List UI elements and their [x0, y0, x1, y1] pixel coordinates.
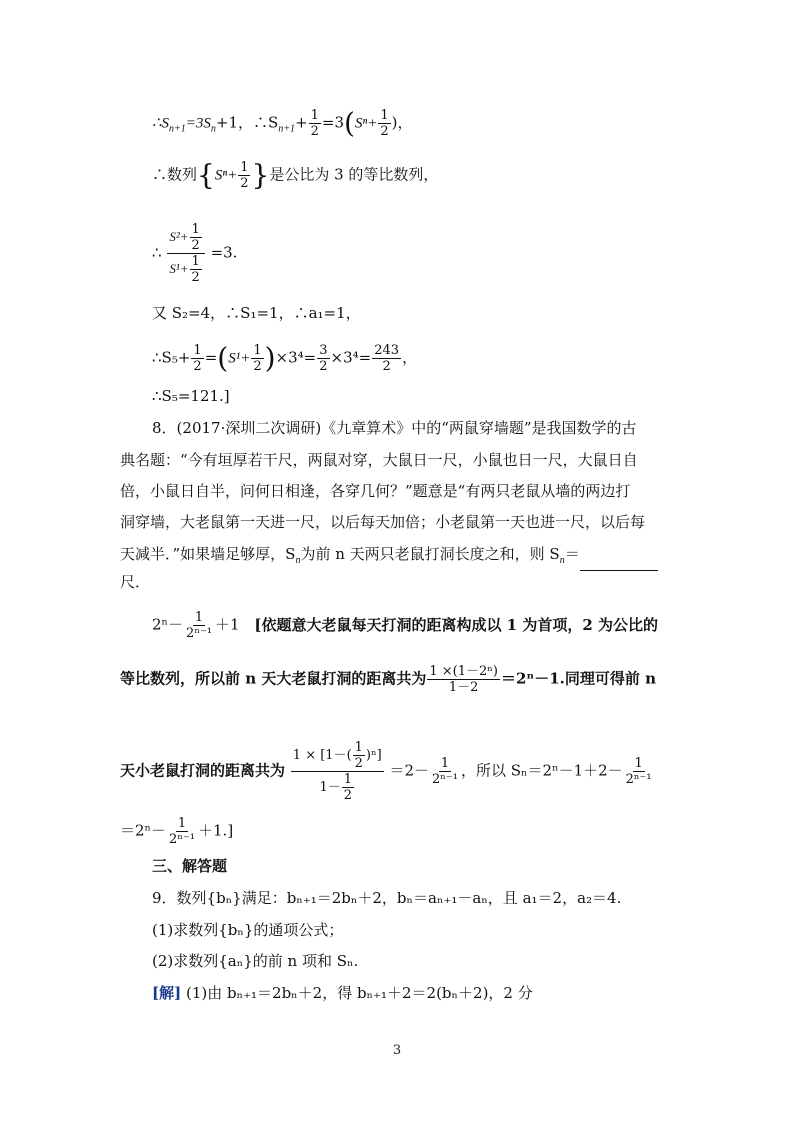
- text-line: 又 S₂=4，∴S₁=1，∴a₁=1，: [152, 304, 361, 322]
- section-heading: 三、解答题: [152, 857, 228, 875]
- answer-blank: [580, 554, 658, 571]
- question-9-line: (2)求数列{aₙ}的前 n 项和 Sₙ.: [152, 952, 359, 970]
- fraction: $\frac{1}{2}$: [310, 108, 319, 139]
- text-line: ∴S₅=121.]: [152, 387, 230, 405]
- question-8-line: 8．(2017·深圳二次调研)《九章算术》中的“两鼠穿墙题”是我国数学的古: [152, 419, 637, 437]
- page-number: 3: [392, 1043, 402, 1058]
- compound-fraction: S²+ $\frac{1}{2}$ S¹+ $\frac{1}{2}$: [167, 222, 204, 285]
- question-9-line: (1)求数列{bₙ}的通项公式；: [152, 921, 344, 939]
- equation-line: ∴ S²+ $\frac{1}{2}$ S¹+ $\frac{1}{2}$ =3.: [152, 222, 238, 285]
- solution-line: [解] (1)由 bₙ₊₁＝2bₙ＋2，得 bₙ₊₁＋2＝2(bₙ＋2)，2 分: [152, 984, 533, 1002]
- equation-line: ∴数列{Sⁿ+ $\frac{1}{2}$ }是公比为 3 的等比数列，: [152, 158, 439, 192]
- equation-line: ∴S₅+ $\frac{1}{2}$ =(S¹+ $\frac{1}{2}$ )×3⁴= $\frac{3}{2}$ ×3⁴= $\frac{243}{2}$ ，: [152, 341, 418, 375]
- answer-8-line: ＝2ⁿ－ $\frac{1}{\text{2ⁿ⁻¹}}$ ＋1.]: [120, 816, 234, 847]
- fraction: $\frac{1}{2}$: [380, 108, 389, 139]
- answer-8-line: 天小老鼠打洞的距离共为 1 × [1－( $\frac{1}{2}$ )ⁿ] 1－ $\frac{1}{2}$ ＝2－ $\frac{1}{\text{2ⁿ⁻¹}}$ ，所以 Sₙ＝2ⁿ－1＋2－ $\frac{1}{\text{2ⁿ⁻¹}}$: [120, 740, 652, 803]
- answer-8-line: 等比数列，所以前 n 天大老鼠打洞的距离共为 $\frac{\text{1 ×(1－2ⁿ)}}{1-2}$ ＝2ⁿ－1.同理可得前 n: [120, 664, 656, 695]
- fraction: $\frac{1}{2}$: [240, 160, 249, 191]
- question-8-line: 洞穿墙，大老鼠第一天进一尺，以后每天加倍；小老鼠第一天也进一尺，以后每: [120, 513, 646, 531]
- answer-8-line: 2ⁿ－ $\frac{1}{\text{2ⁿ⁻¹}}$ ＋1 [依题意大老鼠每天打洞的距离构成以 1 为首项，2 为公比的: [152, 610, 658, 641]
- question-8-line: 天减半．”如果墙足够厚，$S_n$为前 n 天两只老鼠打洞长度之和，则 $S_n=$: [120, 544, 658, 571]
- solution-tag: [解]: [152, 984, 182, 1002]
- question-8-line: 尺．: [120, 573, 151, 591]
- equation-line: $\therefore S_{n+1}=3S_n+1$，$\therefore S_{n+1}+$ $\frac{1}{2}$ =3(Sⁿ+ $\frac{1}{2}$ )，: [152, 106, 413, 140]
- question-8-line: 典名题：“今有垣厚若干尺，两鼠对穿，大鼠日一尺，小鼠也日一尺，大鼠日自: [120, 451, 638, 469]
- question-9-line: 9．数列{bₙ}满足：bₙ₊₁＝2bₙ＋2，bₙ＝aₙ₊₁－aₙ，且 a₁＝2，a₂＝4.: [152, 889, 622, 907]
- compound-fraction: 1 × [1－( $\frac{1}{2}$ )ⁿ] 1－ $\frac{1}{2}$: [292, 740, 382, 803]
- question-8-line: 倍，小鼠日自半，问何日相逢，各穿几何？”题意是“有两只老鼠从墙的两边打: [120, 482, 631, 500]
